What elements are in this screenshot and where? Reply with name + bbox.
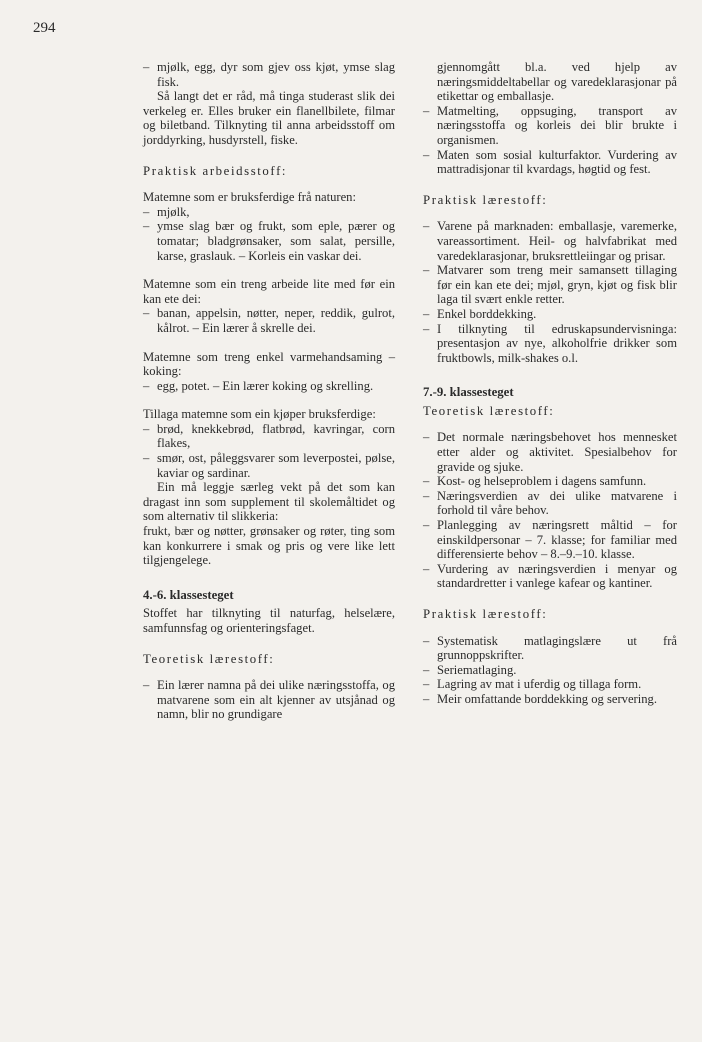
list-item: – ymse slag bær og frukt, som eple, pærer og tomatar; bladgrønsaker, som salat, persille, karse, graslauk. – Korleis ein vaskar dei. [143, 219, 395, 263]
paragraph: Ein må leggje særleg vekt på det som kan dragast inn som supplement til skolemåltidet og som alternativ til slikkeria: [143, 480, 395, 524]
list-item: – Kost- og helseproblem i dagens samfunn. [423, 474, 677, 489]
list-item: – Det normale næringsbehovet hos mennesket etter alder og aktivitet. Spesialbehov for gravide og sjuke. [423, 430, 677, 474]
list-item: – mjølk, [143, 205, 395, 220]
varme-list [143, 379, 395, 394]
intro-list [143, 60, 395, 89]
paragraph: Matemne som treng enkel varmehandsaming – koking: [143, 349, 395, 379]
paragraph: Matemne som ein treng arbeide lite med før ein kan ete dei: [143, 277, 395, 306]
page-number: 294 [33, 20, 56, 36]
list-item: – Matmelting, oppsuging, transport av næringsstoffa og korleis dei blir brukte i organismen. [423, 104, 677, 148]
list-item: – Maten som sosial kulturfaktor. Vurdering av mattradisjonar til kvardags, høgtid og fest. [423, 148, 677, 177]
list-item: – Systematisk matlagingslære ut frå grunnoppskrifter. [423, 634, 677, 663]
section-heading: Teoretisk lærestoff: [423, 403, 555, 418]
section-heading: Praktisk lærestoff: [423, 192, 548, 207]
list-item: – brød, knekkebrød, flatbrød, kavringar, corn flakes, [143, 422, 395, 451]
list-item: – Matvarer som treng meir samansett tillaging før ein kan ete dei; mjøl, gryn, kjøt og fisk blir laga til svært enkle retter. [423, 263, 677, 307]
list-item: – Meir omfattande borddekking og servering. [423, 692, 677, 707]
lite-list [143, 306, 395, 335]
paragraph: Så langt det er råd, må tinga studerast slik dei verkeleg er. Elles bruker ein flanellbilete, filmar og biletband. Tilknyting til anna arbeidsstoff om jorddyrking, husdyrstell, fiske. [143, 89, 395, 147]
paragraph: Stoffet har tilknyting til naturfag, helselære, samfunnsfag og orienteringsfaget. [143, 606, 395, 635]
list-item: – Varene på marknaden: emballasje, varemerke, vareassortiment. Heil- og halvfabrikat med varedeklarasjonar, bruksrettleiingar og prisar. [423, 219, 677, 263]
list-item: – banan, appelsin, nøtter, neper, reddik, gulrot, kålrot. – Ein lærer å skrelle dei. [143, 306, 395, 335]
list-item: – Seriematlaging. [423, 663, 677, 678]
list-item: – Lagring av mat i uferdig og tillaga form. [423, 677, 677, 692]
section-heading: Praktisk arbeidsstoff: [143, 163, 288, 178]
praktisk2-list [423, 634, 677, 707]
list-item: – Vurdering av næringsverdien i menyar og standardretter i vanlege kafear og kantiner. [423, 562, 677, 591]
kjoper-list [143, 422, 395, 480]
list-item: – Planlegging av næringsrett måltid – for einskildpersonar – 7. klasse; for familiar med differensierte behov – 8.–9.–10. klasse. [423, 518, 677, 562]
paragraph: Matemne som er bruksferdige frå naturen: [143, 190, 356, 205]
list-item: – Ein lærer namna på dei ulike næringsstoffa, og matvarene som ein alt kjenner av utsjånad og namn, blir no grundigare [143, 678, 395, 722]
list-item: – Næringsverdien av dei ulike matvarene i forhold til våre behov. [423, 489, 677, 518]
list-item: – egg, potet. – Ein lærer koking og skrelling. [143, 379, 395, 394]
paragraph: frukt, bær og nøtter, grønsaker og røter, ting som kan konkurrere i smak og pris og vere like lett tilgjengelege. [143, 524, 395, 568]
praktisk-list [423, 219, 677, 365]
list-item: – Enkel borddekking. [423, 307, 677, 322]
bruksferdige-list [143, 205, 395, 263]
left-column [143, 60, 395, 722]
section-heading: Praktisk lærestoff: [423, 607, 548, 621]
teoretisk-list [423, 430, 677, 591]
paragraph: gjennomgått bl.a. ved hjelp av næringsmiddeltabellar og varedeklarasjonar på etikettar og emballasje. [437, 60, 677, 104]
cont-list [423, 104, 677, 177]
right-column [423, 60, 677, 721]
teoretisk-list [143, 678, 395, 722]
list-item: – mjølk, egg, dyr som gjev oss kjøt, ymse slag fisk. [143, 60, 395, 89]
section-heading: Teoretisk lærestoff: [143, 651, 275, 666]
section-heading: 7.-9. klassesteget [423, 385, 514, 400]
list-item: – I tilknyting til edruskapsundervisninga: presentasjon av nye, alkoholfrie drikker som fruktbowls, milk-shakes o.l. [423, 322, 677, 366]
section-heading: 4.-6. klassesteget [143, 587, 234, 602]
paragraph: Tillaga matemne som ein kjøper bruksferdige: [143, 407, 376, 422]
list-item: – smør, ost, påleggsvarer som leverpostei, pølse, kaviar og sardinar. [143, 451, 395, 480]
